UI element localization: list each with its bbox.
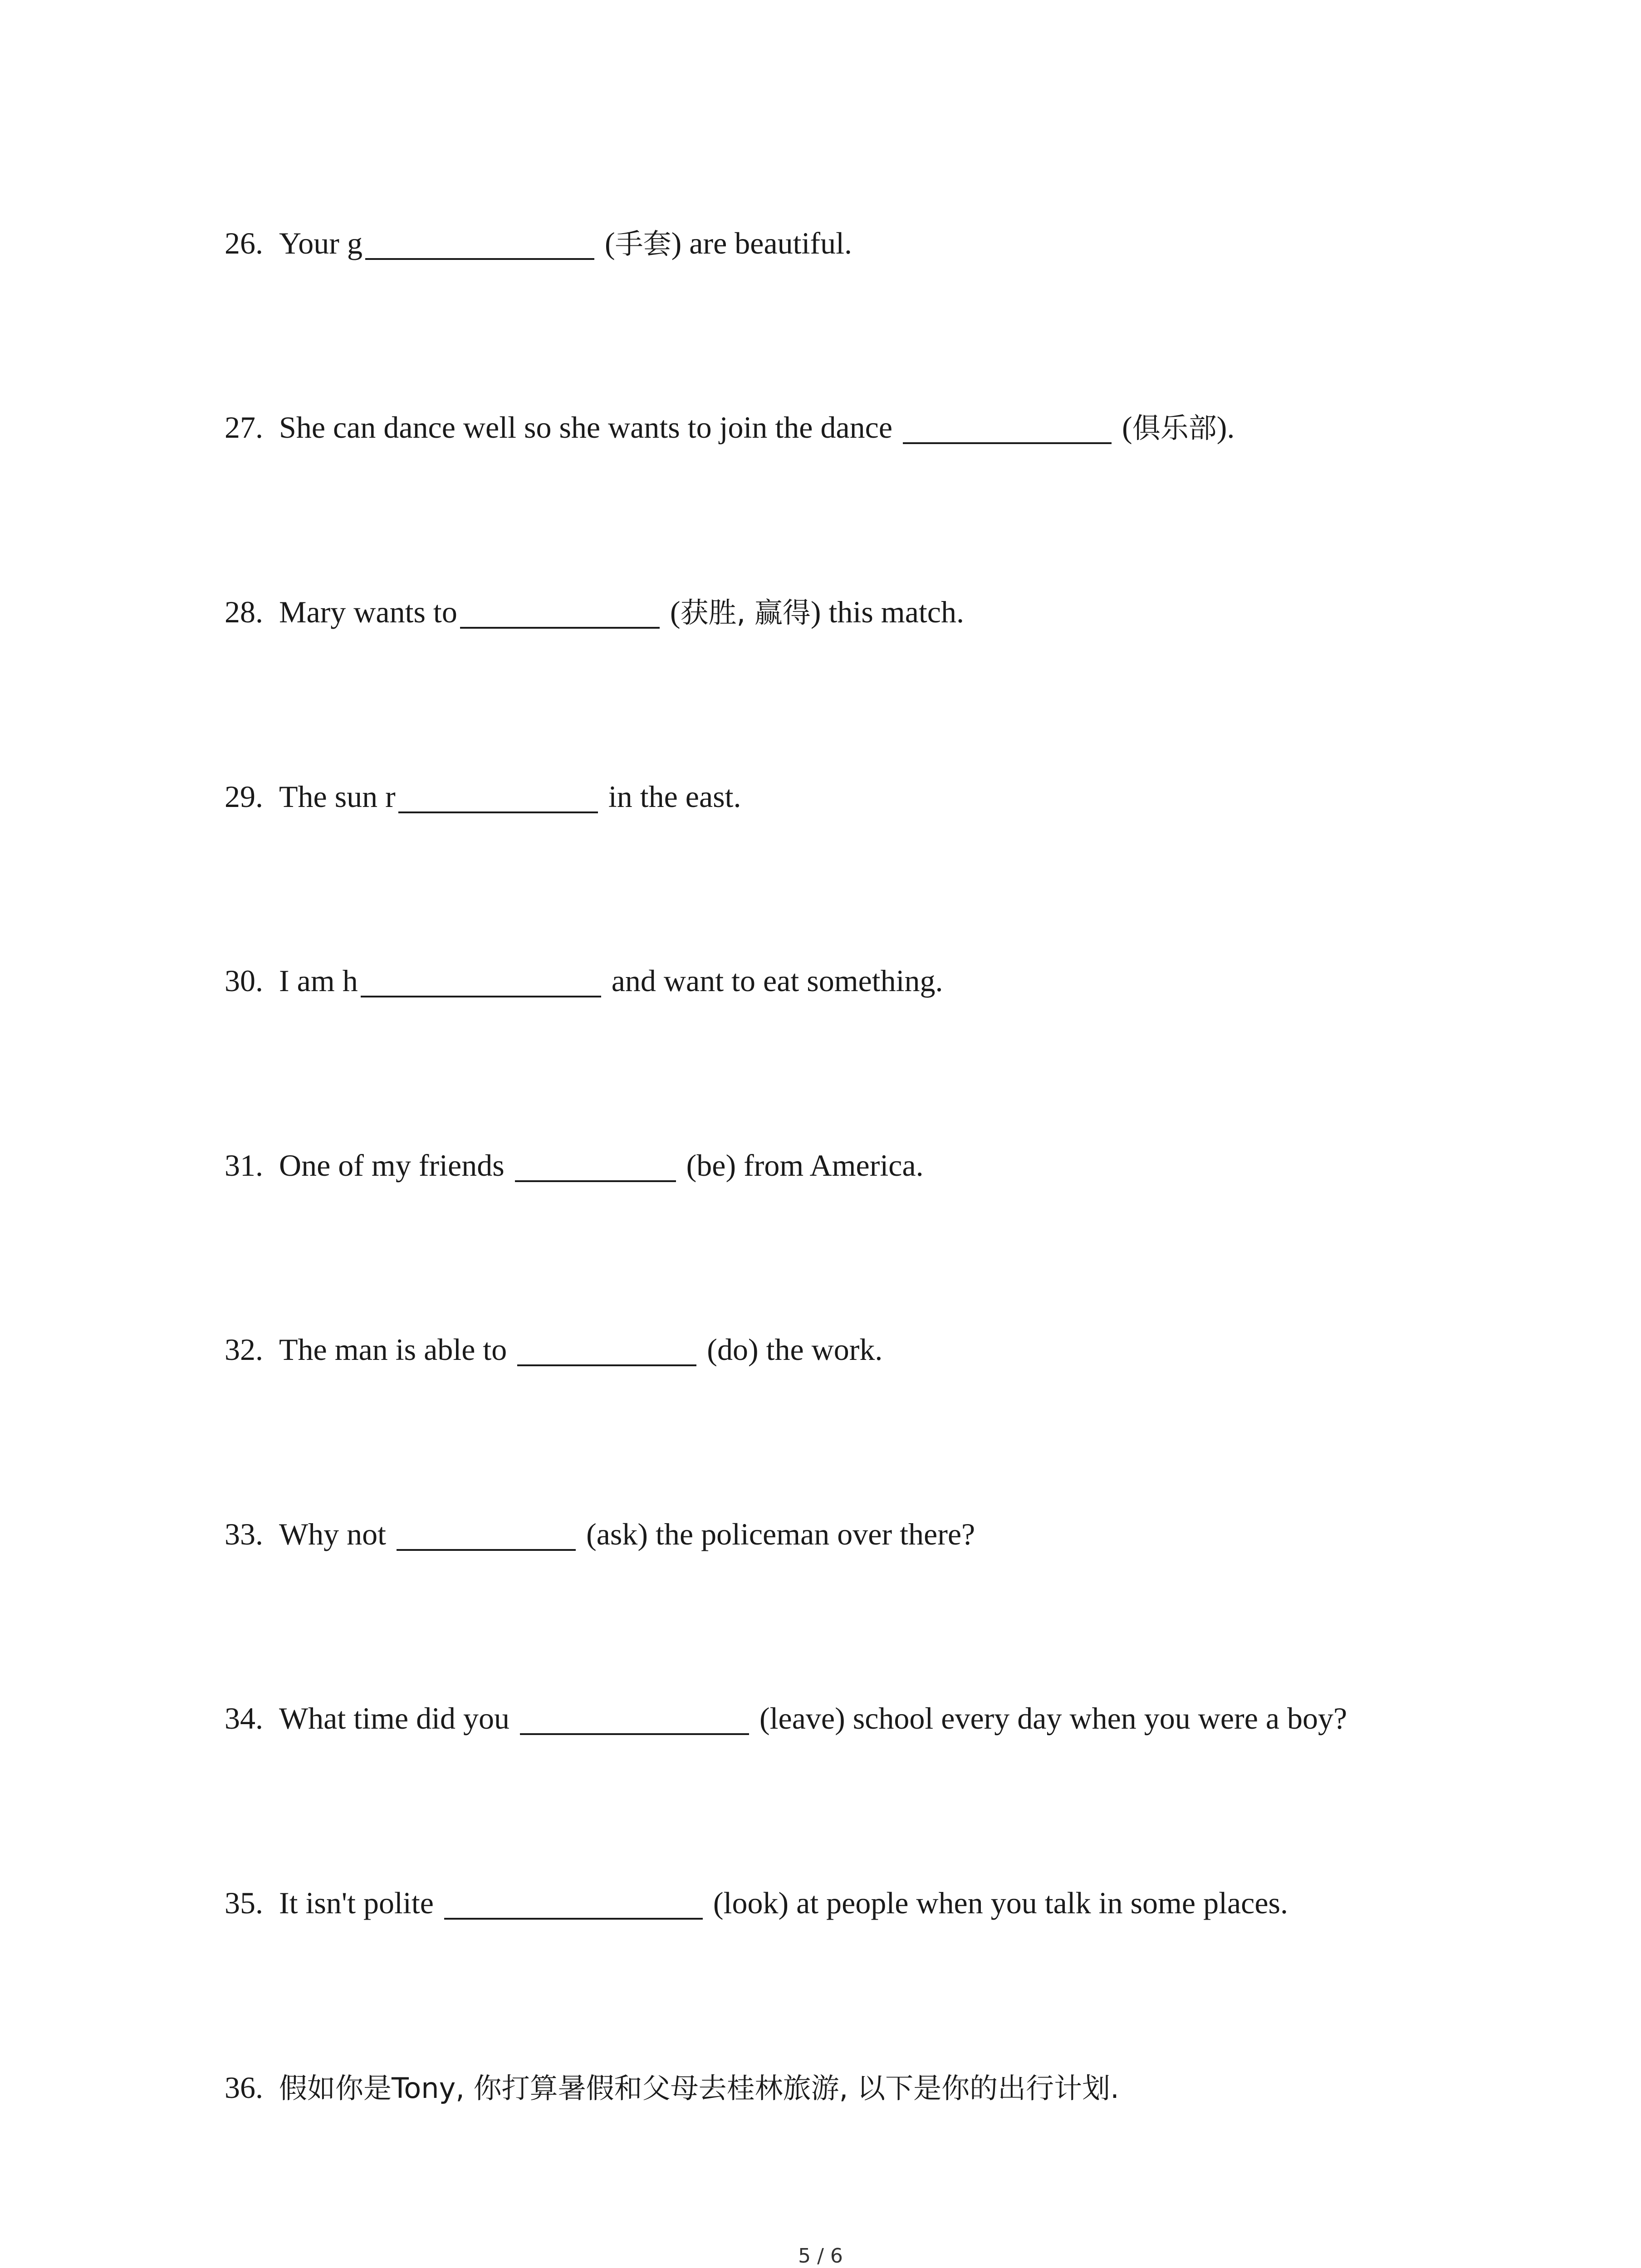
question-text: Your g [279,226,362,260]
question-text-end: and want to eat something. [603,963,943,998]
answer-blank[interactable] [397,1521,576,1551]
question-text: It isn't polite [279,1886,441,1920]
question-text-end: (ask) the policeman over there? [578,1517,975,1551]
answer-blank[interactable] [903,414,1112,444]
question-text-end: (leave) school every day when you were a boy? [752,1701,1347,1735]
question-35 [225,1887,1288,1920]
question-number: 35. [225,1886,263,1920]
answer-blank[interactable] [361,968,601,997]
answer-blank[interactable] [520,1705,749,1735]
question-number: 29. [225,779,263,814]
question-text: Why not [279,1517,394,1551]
answer-blank[interactable] [460,599,660,629]
chinese-hint: 手套 [615,227,671,260]
question-number: 32. [225,1332,263,1367]
question-30 [225,965,943,997]
question-26: 26. Your g (手套) are beautiful. [225,226,852,260]
question-text-end: (do) the work. [699,1332,883,1367]
question-text-end: ) are beautiful. [671,226,852,260]
question-text: She can dance well so she wants to join the dance [279,410,901,445]
question-29 [225,781,741,813]
chinese-hint: 俱乐部 [1132,411,1217,445]
question-text: One of my friends [279,1148,512,1183]
question-text-end: in the east. [600,779,741,814]
answer-blank[interactable] [515,1152,676,1182]
writing-prompt: 假如你是Tony, 你打算暑假和父母去桂林旅游, 以下是你的出行计划. [279,2072,1119,2105]
question-number: 28. [225,595,263,629]
question-36 [225,2072,1119,2103]
question-34 [225,1703,1347,1735]
question-text: Mary wants to [279,595,457,629]
answer-blank[interactable] [398,783,598,813]
answer-blank[interactable] [365,230,594,260]
question-27: 27. She can dance well so she wants to join the dance (俱乐部). [225,410,1235,445]
question-text: The man is able to [279,1332,515,1367]
answer-blank[interactable] [517,1336,696,1366]
question-number: 31. [225,1148,263,1183]
question-32 [225,1334,882,1366]
chinese-hint: 获胜, 赢得 [680,596,811,629]
question-28: 28. Mary wants to (获胜, 赢得) this match. [225,595,964,629]
question-number: 34. [225,1701,263,1735]
question-text-end: (look) at people when you talk in some places. [705,1886,1288,1920]
question-text-end: (be) from America. [678,1148,924,1183]
question-number: 30. [225,963,263,998]
question-number: 36. [225,2070,263,2105]
answer-blank[interactable] [444,1890,703,1920]
question-number: 26. [225,226,263,260]
question-text: What time did you [279,1701,518,1735]
question-number: 27. [225,410,263,445]
question-text: I am h [279,963,358,998]
question-text: The sun r [279,779,396,814]
question-number: 33. [225,1517,263,1551]
question-33 [225,1519,975,1551]
question-31 [225,1150,924,1182]
question-text-end: ). [1216,410,1235,445]
page-number: 5 / 6 [798,2244,843,2268]
question-text-end: ) this match. [810,595,964,629]
